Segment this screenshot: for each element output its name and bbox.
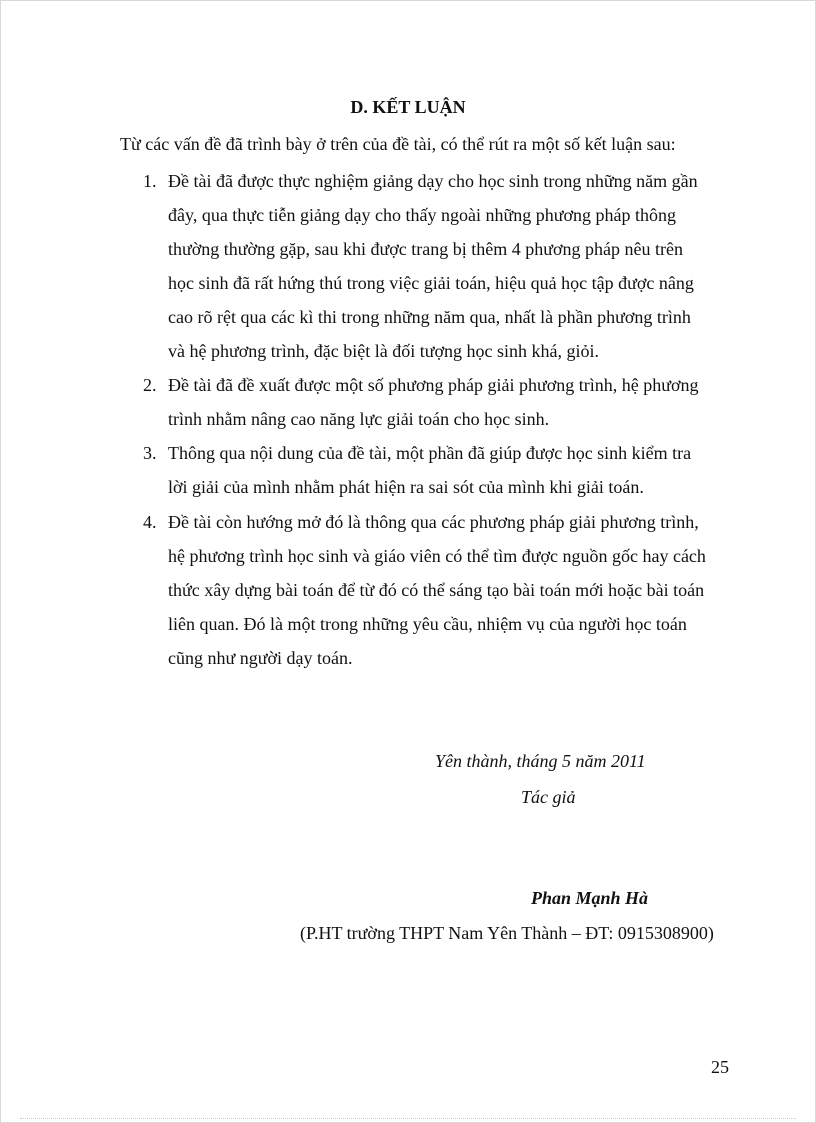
author-info: (P.HT trường THPT Nam Yên Thành – ĐT: 0915308900) <box>300 923 714 943</box>
item-line: Thông qua nội dung của đề tài, một phần đã giúp được học sinh kiểm tra <box>168 443 692 463</box>
item-line: đây, qua thực tiễn giảng dạy cho thấy ngoài những phương pháp thông <box>168 205 677 225</box>
item-line: Đề tài còn hướng mở đó là thông qua các phương pháp giải phương trình, <box>168 512 699 532</box>
intro-paragraph: Từ các vấn đề đã trình bày ở trên của đề tài, có thể rút ra một số kết luận sau: <box>120 134 676 154</box>
item-line: Đề tài đã được thực nghiệm giảng dạy cho học sinh trong những năm gần <box>168 171 698 191</box>
item-line: thường thường gặp, sau khi được trang bị thêm 4 phương pháp nêu trên <box>168 239 684 259</box>
author-label: Tác giả <box>521 787 576 807</box>
item-number: 4. <box>143 512 157 532</box>
page-number: 25 <box>711 1057 729 1077</box>
item-line: hệ phương trình học sinh và giáo viên có thể tìm được nguồn gốc hay cách <box>168 546 706 566</box>
item-number: 3. <box>143 443 157 463</box>
item-number: 1. <box>143 171 157 191</box>
item-line: lời giải của mình nhằm phát hiện ra sai sót của mình khi giải toán. <box>168 477 644 497</box>
item-line: học sinh đã rất hứng thú trong việc giải toán, hiệu quả học tập được nâng <box>168 273 694 293</box>
author-name: Phan Mạnh Hà <box>531 888 649 908</box>
item-line: thức xây dựng bài toán để từ đó có thể sáng tạo bài toán mới hoặc bài toán <box>168 580 705 600</box>
item-line: cũng như người dạy toán. <box>168 648 353 668</box>
item-line: liên quan. Đó là một trong những yêu cầu, nhiệm vụ của người học toán <box>168 614 687 634</box>
section-heading: D. KẾT LUẬN <box>350 97 466 117</box>
item-text <box>168 368 699 436</box>
item-line: Đề tài đã đề xuất được một số phương pháp giải phương trình, hệ phương <box>168 375 699 395</box>
item-text <box>168 436 691 504</box>
item-number: 2. <box>143 375 157 395</box>
item-line: trình nhằm nâng cao năng lực giải toán cho học sinh. <box>168 409 550 429</box>
item-line: cao rõ rệt qua các kì thi trong những năm qua, nhất là phần phương trình <box>168 307 691 327</box>
item-line: và hệ phương trình, đặc biệt là đối tượng học sinh khá, giỏi. <box>168 341 599 361</box>
page-bottom-edge <box>20 1118 796 1119</box>
item-text <box>168 505 706 675</box>
place-date: Yên thành, tháng 5 năm 2011 <box>435 751 646 771</box>
item-text <box>168 164 698 368</box>
